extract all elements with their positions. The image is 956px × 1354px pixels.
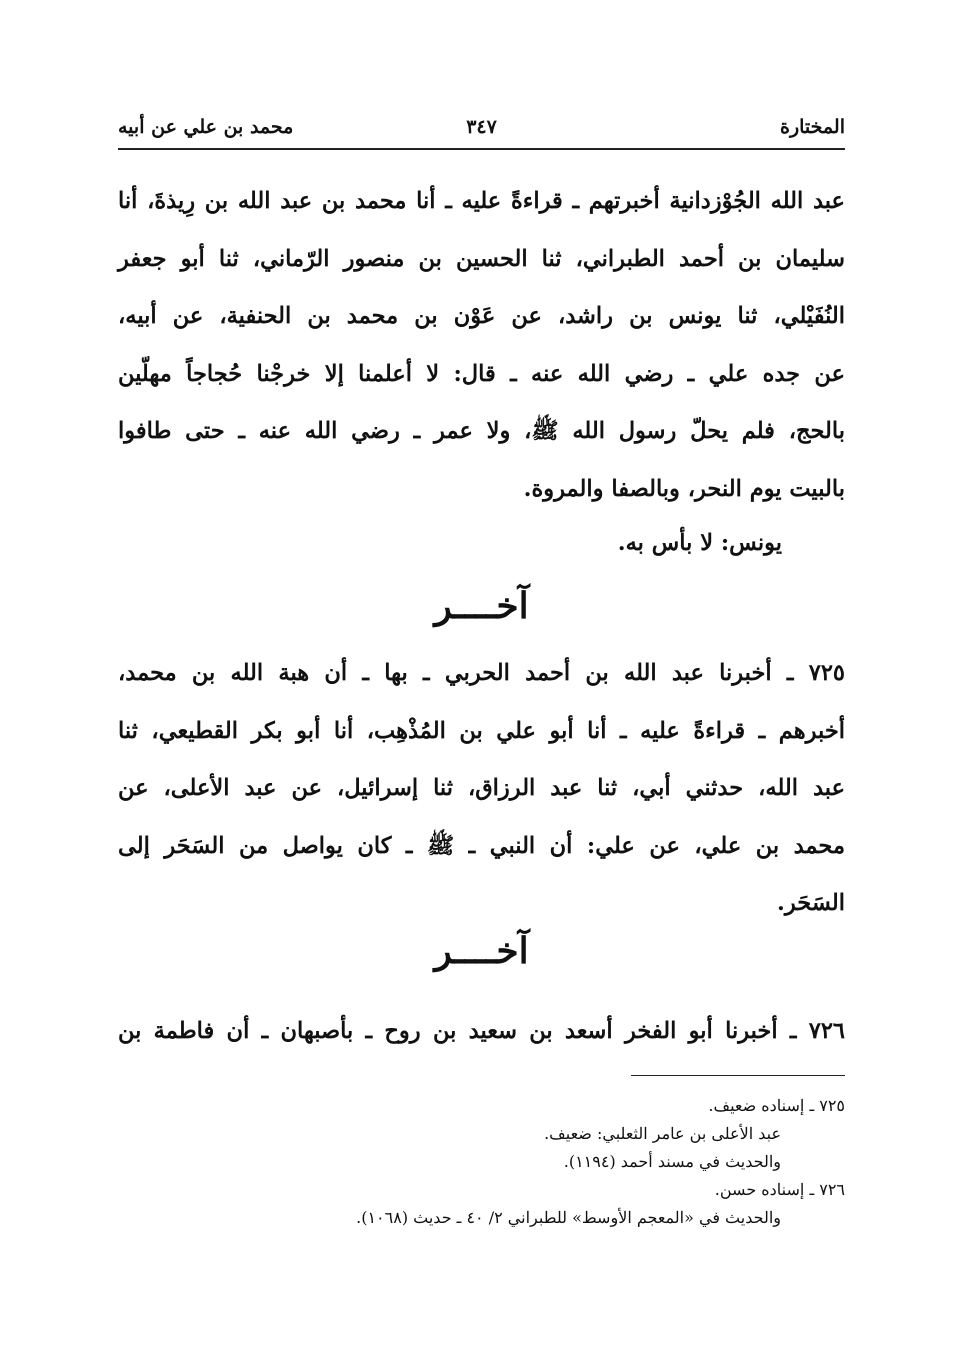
text-line: ٧٢٦ ـ أخبرنا أبو الفخر أسعد بن سعيد بن روح ـ بأصبهان ـ أن فاطمة بن — [118, 1018, 845, 1044]
footnote-line: عبد الأعلى بن عامر الثعلبي: ضعيف. — [544, 1124, 781, 1143]
section-heading: آخــــر — [434, 930, 529, 972]
text-line: عن جده علي ـ رضي الله عنه ـ قال: لا أعلمنا إلا خرجْنا حُجاجاً مهلّين — [118, 360, 845, 387]
paragraph-hadith-continuation — [118, 173, 845, 518]
text-line: بالبيت يوم النحر، وبالصفا والمروة. — [523, 475, 845, 502]
paragraph-narrator-note — [118, 515, 845, 573]
book-title: المختارة — [780, 116, 845, 138]
page-number: ٣٤٧ — [466, 116, 497, 138]
text-line: النُفَيْلي، ثنا يونس بن راشد، عن عَوْن بن محمد بن الحنفية، عن أبيه، — [118, 303, 845, 329]
paragraph-hadith-726 — [118, 1003, 845, 1061]
text-line: السَحَر. — [777, 890, 845, 916]
footnote-line: ٧٢٥ ـ إسناده ضعيف. — [708, 1096, 845, 1115]
text-line: عبد الله الجُوْزدانية أخبرتهم ـ قراءةً عليه ـ أنا محمد بن عبد الله بن رِيذةَ، أنا — [118, 188, 845, 214]
footnote-divider — [631, 1075, 845, 1076]
footnote-line: والحديث في مسند أحمد (١١٩٤). — [563, 1152, 781, 1171]
footnotes — [118, 1092, 845, 1232]
text-line: أخبرهم ـ قراءةً عليه ـ أنا أبو علي بن المُذْهِب، أنا أبو بكر القطيعي، ثنا — [118, 717, 845, 744]
text-line: يونس: لا بأس به. — [617, 530, 782, 556]
running-header — [118, 112, 845, 150]
section-title: محمد بن علي عن أبيه — [118, 116, 294, 138]
footnote-line: ٧٢٦ ـ إسناده حسن. — [714, 1180, 845, 1199]
text-line: ٧٢٥ ـ أخبرنا عبد الله بن أحمد الحربي ـ بها ـ أن هبة الله بن محمد، — [118, 660, 845, 686]
text-line: بالحج، فلم يحلّ رسول الله ﷺ، ولا عمر ـ رضي الله عنه ـ حتى طافوا — [118, 418, 845, 444]
section-heading: آخــــر — [434, 585, 529, 627]
text-line: محمد بن علي، عن علي: أن النبي ـ ﷺ ـ كان يواصل من السَحَر إلى — [118, 832, 845, 859]
footnote-line: والحديث في «المعجم الأوسط» للطبراني ٢/ ٤٠ ـ حديث (١٠٦٨). — [356, 1208, 781, 1227]
text-line: عبد الله، حدثني أبي، ثنا عبد الرزاق، ثنا إسرائيل، عن عبد الأعلى، عن — [118, 775, 845, 801]
text-line: سليمان بن أحمد الطبراني، ثنا الحسين بن منصور الرّماني، ثنا أبو جعفر — [118, 245, 845, 272]
paragraph-hadith-725 — [118, 645, 845, 933]
